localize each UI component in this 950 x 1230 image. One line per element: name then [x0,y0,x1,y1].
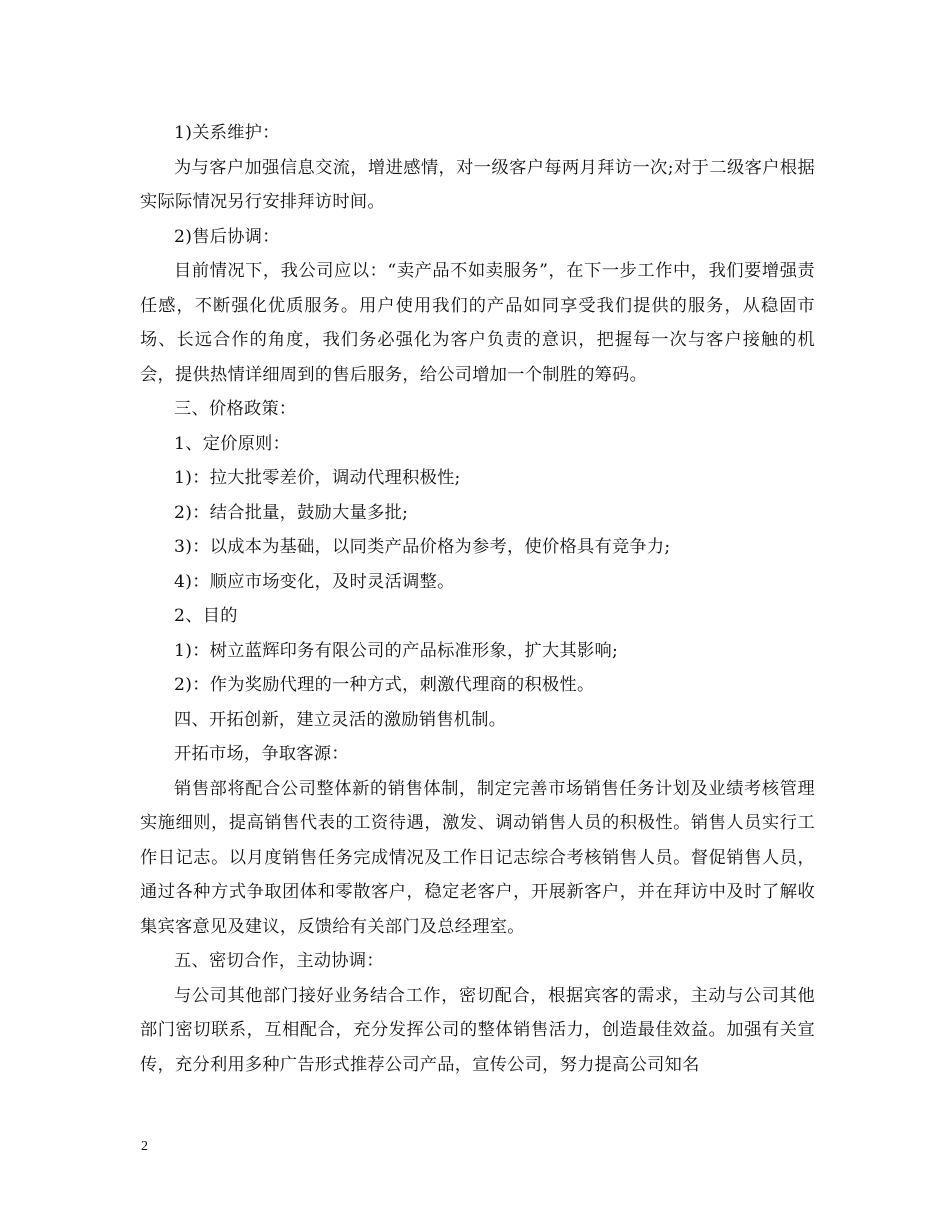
paragraph-relationship-body: 为与客户加强信息交流，增进感情，对一级客户每两月拜访一次;对于二级客户根据实际际情况另行安排拜访时间。 [140,157,815,212]
paragraph-cooperation-body: 与公司其他部门接好业务结合工作，密切配合，根据宾客的需求，主动与公司其他部门密切联系，互相配合，充分发挥公司的整体销售活力，创造最佳效益。加强有关宣传，充分利用多种广告形式推荐公司产品，宣传公司，努力提高公司知名 [140,985,815,1075]
paragraph-aftersales-body: 目前情况下，我公司应以：“卖产品不如卖服务”，在下一步工作中，我们要增强责任感，不断强化优质服务。用户使用我们的产品如同享受我们提供的服务，从稳固市场、长远合作的角度，我们务必强化为客户负责的意识，把握每一次与客户接触的机会，提供热情详细周到的售后服务，给公司增加一个制胜的筹码。 [140,261,815,385]
paragraph-relationship-heading: 1)关系维护： [174,123,280,143]
paragraph-aftersales-heading: 2)售后协调： [174,226,280,247]
section-heading-innovation: 四、开拓创新，建立灵活的激励销售机制。 [174,709,507,730]
list-item-pricing-1: 1)：拉大批零差价，调动代理积极性; [174,468,461,488]
list-item-pricing-4: 4)：顺应市场变化，及时灵活调整。 [174,571,455,592]
list-item-purpose-2: 2)：作为奖励代理的一种方式，刺激代理商的积极性。 [174,675,595,695]
section-heading-cooperation: 五、密切合作，主动协调： [174,951,384,971]
document-body [140,116,815,1082]
list-item-pricing-3: 3)：以成本为基础，以同类产品价格为参考，使价格具有竞争力; [174,537,671,557]
page-number: 2 [141,1139,148,1154]
section-heading-pricing-policy: 三、价格政策： [174,399,297,419]
subheading-pricing-principles: 1、定价原则： [174,433,291,454]
subheading-purpose: 2、目的 [174,606,238,626]
subheading-market-expansion: 开拓市场，争取客源： [174,744,349,764]
paragraph-sales-department: 销售部将配合公司整体新的销售体制，制定完善市场销售任务计划及业绩考核管理实施细则，提高销售代表的工资待遇，激发、调动销售人员的积极性。销售人员实行工作日记志。以月度销售任务完成情况及工作日记志综合考核销售人员。督促销售人员，通过各种方式争取团体和零散客户，稳定老客户，开展新客户，并在拜访中及时了解收集宾客意见及建议，反馈给有关部门及总经理室。 [140,778,815,937]
list-item-purpose-1: 1)：树立蓝辉印务有限公司的产品标准形象，扩大其影响; [174,640,619,661]
list-item-pricing-2: 2)：结合批量，鼓励大量多批; [174,502,409,523]
